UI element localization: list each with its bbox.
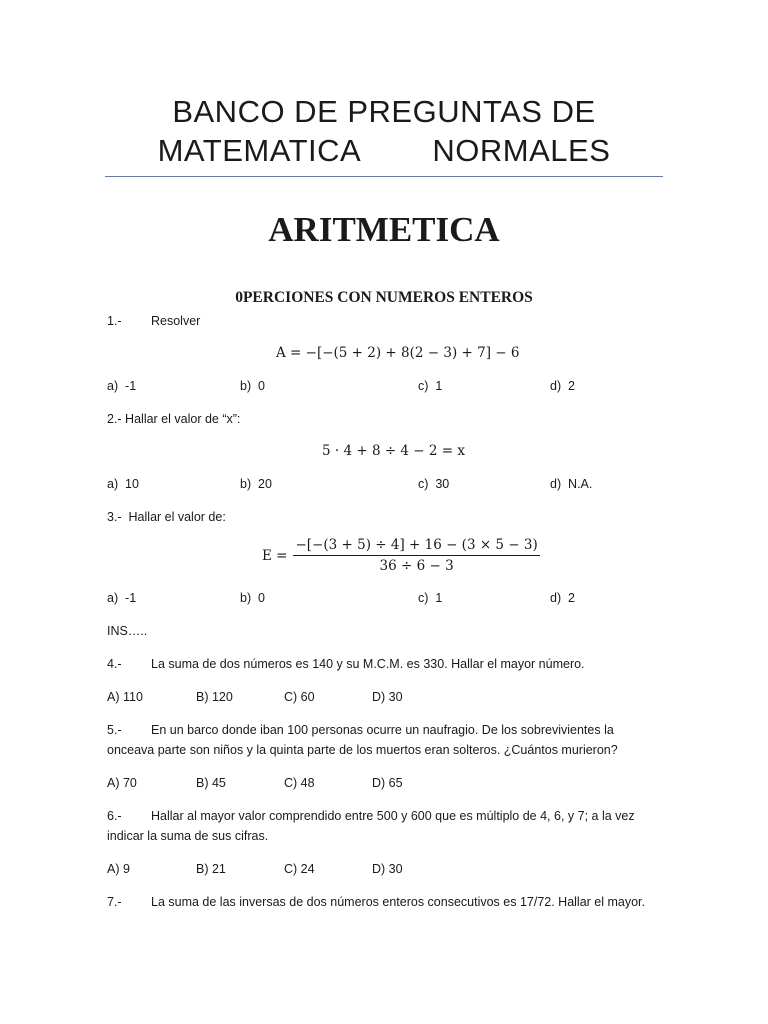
question-1-option-c: c) 1 — [418, 379, 443, 393]
question-2-option-a: a) 10 — [107, 477, 139, 491]
question-1-number: 1.- — [107, 314, 122, 328]
question-3-option-b: b) 0 — [240, 591, 266, 605]
document-title-line-2: MATEMATICA NORMALES — [157, 133, 611, 168]
question-7 — [107, 892, 647, 912]
question-1-option-b: b) 0 — [240, 379, 266, 393]
question-3-numerator: −[−(3 + 5) ÷ 4] + 16 − (3 × 5 − 3) — [295, 537, 538, 553]
question-4 — [107, 654, 647, 674]
question-1-prompt — [107, 312, 200, 330]
title-underline-rule — [105, 176, 663, 177]
question-4-number: 4.- — [107, 657, 122, 671]
question-3-lhs: E = — [262, 547, 288, 564]
question-5-option-d: D) 65 — [372, 776, 403, 790]
question-5-number: 5.- — [107, 723, 122, 737]
question-1-option-d: d) 2 — [550, 379, 576, 393]
question-3-option-c: c) 1 — [418, 591, 443, 605]
question-7-text: La suma de las inversas de dos números enteros consecutivos es 17/72. Hallar el mayor. — [151, 895, 646, 909]
question-7-number: 7.- — [107, 895, 122, 909]
question-6-text: Hallar al mayor valor comprendido entre 500 y 600 que es múltiplo de 4, 6, y 7; a la vez indicar la suma de sus cifras. — [107, 809, 635, 843]
question-3-prompt: 3.- Hallar el valor de: — [107, 510, 226, 524]
question-3-option-d: d) 2 — [550, 591, 576, 605]
question-2-prompt: 2.- Hallar el valor de “x”: — [107, 412, 241, 426]
question-6-option-d: D) 30 — [372, 862, 403, 876]
question-2-option-d: d) N.A. — [550, 477, 593, 491]
ins-note: INS….. — [107, 624, 148, 638]
question-4-option-c: C) 60 — [284, 690, 315, 704]
question-5 — [107, 720, 647, 760]
question-1-option-a: a) -1 — [107, 379, 137, 393]
question-6-option-b: B) 21 — [196, 862, 226, 876]
question-3-fraction — [293, 537, 539, 574]
question-6 — [107, 806, 647, 846]
question-2-option-c: c) 30 — [418, 477, 450, 491]
question-3-option-a: a) -1 — [107, 591, 137, 605]
question-5-option-c: C) 48 — [284, 776, 315, 790]
question-6-option-a: A) 9 — [107, 862, 130, 876]
question-6-number: 6.- — [107, 809, 122, 823]
question-5-option-a: A) 70 — [107, 776, 137, 790]
question-1-formula: A = −[−(5 + 2) + 8(2 − 3) + 7] − 6 — [276, 345, 520, 361]
question-5-text: En un barco donde iban 100 personas ocurre un naufragio. De los sobrevivientes la onceava parte son niños y la quinta parte de los muertos eran solteros. ¿Cuántos murieron? — [107, 723, 618, 757]
question-2-option-b: b) 20 — [240, 477, 272, 491]
document-title-line-1: BANCO DE PREGUNTAS DE — [172, 94, 596, 129]
question-3-denominator: 36 ÷ 6 − 3 — [379, 558, 454, 574]
question-4-option-a: A) 110 — [107, 690, 143, 704]
question-4-option-d: D) 30 — [372, 690, 403, 704]
question-6-option-c: C) 24 — [284, 862, 315, 876]
section-title: ARITMETICA — [268, 210, 500, 249]
question-2-formula: 5 · 4 + 8 ÷ 4 − 2 = x — [322, 443, 466, 459]
question-1-text: Resolver — [151, 314, 201, 328]
question-4-option-b: B) 120 — [196, 690, 233, 704]
question-4-text: La suma de dos números es 140 y su M.C.M. es 330. Hallar el mayor número. — [151, 657, 585, 671]
question-3-formula — [262, 537, 540, 574]
subsection-title: 0PERCIONES CON NUMEROS ENTEROS — [235, 289, 533, 306]
question-5-option-b: B) 45 — [196, 776, 226, 790]
